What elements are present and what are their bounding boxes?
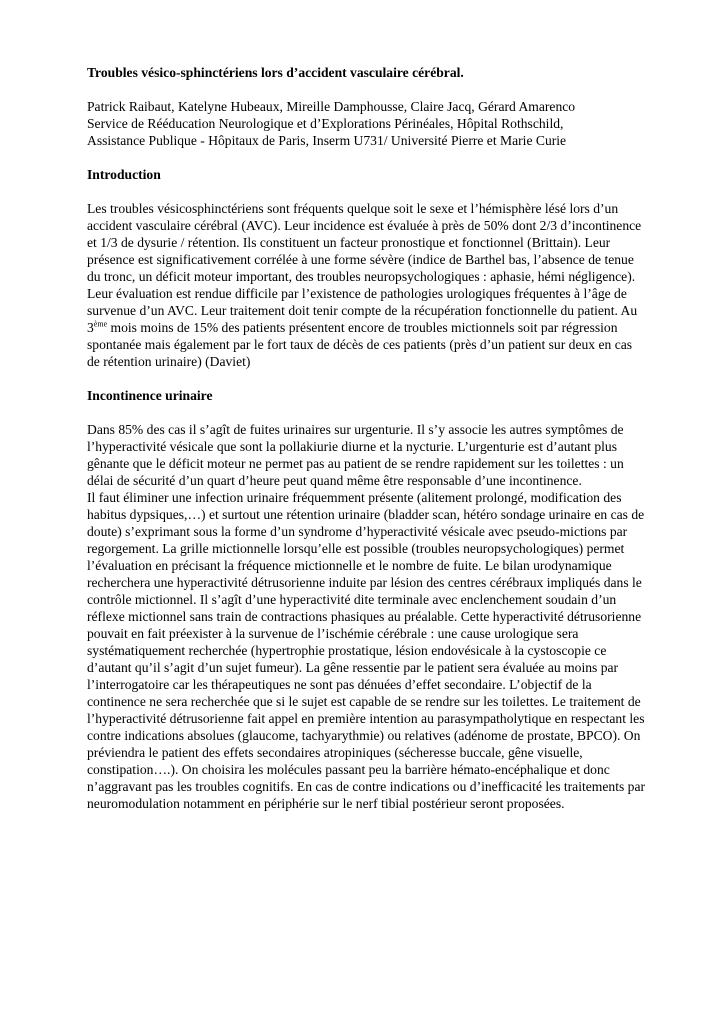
introduction-text-continued: mois moins de 15% des patients présentent encore de troubles mictionnels soit par régression spontanée mais également par le fort taux de décès de ces patients (près d’un patient sur deux en cas de rétention urinaire) (Daviet) [87, 320, 633, 369]
incontinence-paragraph: Il faut éliminer une infection urinaire fréquemment présente (alitement prolongé, modification des habitus dypsiques,…) et surtout une rétention urinaire (bladder scan, hétéro sondage urinaire en cas de doute) s’exprimant sous la forme d’un syndrome d’hyperactivité vésicale avec pseudo-mictions par regorgement. La grille mictionnelle lorsqu’elle est possible (troubles neuropsychologiques) permet l’évaluation en précisant la fréquence mictionnelle et le nombre de fuite. Le bilan urodynamique recherchera une hyperactivité détrusorienne induite par lésion des centres cérébraux impliqués dans le contrôle mictionnel. Il s’agît d’une hyperactivité dite terminale avec enclenchement soudain d’un réflexe mictionnel sans train de contractions phasiques au préalable. Cette hyperactivité détrusorienne pouvait en fait préexister à la survenue de l’ischémie cérébrale : une cause urologique sera systématiquement recherchée (hypertrophie prostatique, lésion endovésicale à la cystoscopie ce d’autant qu’il s’agit d’un sujet fumeur). La gêne ressentie par le patient sera évaluée au moins par l’interrogatoire car les thérapeutiques ne sont pas dénuées d’effet secondaire. L’objectif de la continence ne sera recherchée que si le sujet est capable de se rendre sur les toilettes. Le traitement de l’hyperactivité détrusorienne fait appel en première intention au parasympatholytique en respectant les contre indications absolues (glaucome, tachyarythmie) ou relatives (adénome de prostate, BPCO). On préviendra le patient des effets secondaires atropiniques (sécheresse buccale, gêne visuelle, constipation….). On choisira les molécules passant peu la barrière hémato-encéphalique et donc n’aggravant pas les troubles cognitifs. En cas de contre indications ou d’inefficacité les traitements par neuromodulation notamment en périphérie sur le nerf tibial postérieur seront proposées. [87, 490, 646, 811]
author-block [87, 98, 647, 149]
document-page [87, 64, 647, 829]
section-heading-incontinence: Incontinence urinaire [87, 388, 213, 403]
section-heading-introduction: Introduction [87, 167, 161, 182]
affiliation-line: Service de Rééducation Neurologique et d’Explorations Périnéales, Hôpital Rothschild, [87, 116, 564, 131]
document-title: Troubles vésico-sphinctériens lors d’accident vasculaire cérébral. [87, 65, 464, 80]
author-list: Patrick Raibaut, Katelyne Hubeaux, Mireille Damphousse, Claire Jacq, Gérard Amarenco [87, 99, 576, 114]
introduction-text: Les troubles vésicosphinctériens sont fréquents quelque soit le sexe et l’hémisphère lésé lors d’un accident vasculaire cérébral (AVC). Leur incidence est évaluée à près de 50% dont 2/3 d’incontinence et 1/3 de dysurie / rétention. Ils constituent un facteur pronostique et fonctionnel (Brittain). Leur présence est significativement corrélée à une forme sévère (indice de Barthel bas, l’absence de tenue du tronc, un déficit moteur important, des troubles neuropsychologiques : aphasie, hémi négligence). Leur évaluation est rendue difficile par l’existence de pathologies urologiques fréquentes à l’âge de survenue d’un AVC. Leur traitement doit tenir compte de la récupération fonctionnelle du patient. Au 3 [87, 201, 642, 335]
ordinal-superscript: ème [93, 319, 108, 329]
introduction-paragraph [87, 200, 647, 370]
affiliation-line: Assistance Publique - Hôpitaux de Paris, Inserm U731/ Université Pierre et Marie Curie [87, 133, 567, 148]
incontinence-paragraph: Dans 85% des cas il s’agît de fuites urinaires sur urgenturie. Il s’y associe les autres symptômes de l’hyperactivité vésicale que sont la pollakiurie diurne et la nycturie. L’urgenturie est d’autant plus gênante que le déficit moteur ne permet pas au patient de se rendre rapidement sur les toilettes : un délai de sécurité d’un quart d’heure peut quand même être responsable d’une incontinence. [87, 422, 624, 488]
